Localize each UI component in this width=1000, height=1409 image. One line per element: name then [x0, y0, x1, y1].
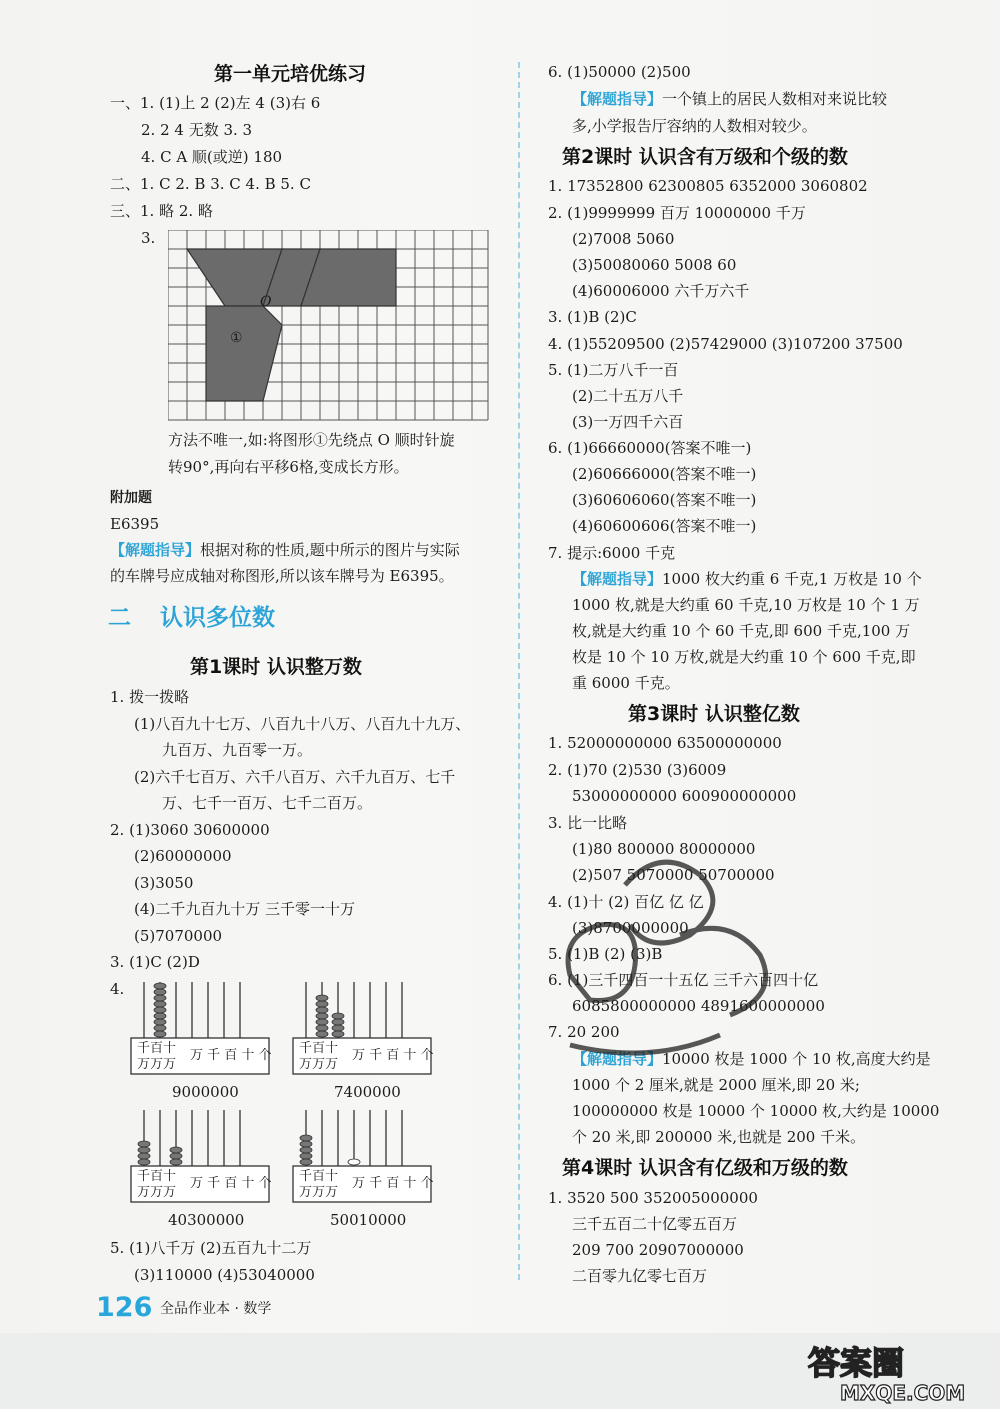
answer-line: 3. (1)B (2)C	[548, 308, 637, 326]
tip-text: 个 20 米,即 200000 米,也就是 200 千米。	[572, 1128, 866, 1146]
answer-line: (4)二千九百九十万 三千零一十万	[134, 900, 356, 918]
abacus-place-top: 千百十	[299, 1169, 339, 1184]
tip-text: 1000 枚大约重 6 千克,1 万枚是 10 个	[662, 570, 922, 588]
answer-line: 1. 拨一拨略	[110, 688, 190, 706]
answer-line: (4)60006000 六千万六千	[572, 282, 750, 300]
answer-line: (2)7008 5060	[572, 230, 675, 248]
extra-answer: E6395	[110, 515, 160, 533]
rotation-grid-figure	[168, 230, 490, 422]
page-number: 126	[96, 1292, 153, 1323]
answer-line: (3)3050	[134, 874, 194, 892]
abacus-place-bottom: 万万万	[137, 1057, 177, 1072]
tip-tag: 【解题指导】	[572, 90, 663, 108]
method-line: 方法不唯一,如:将图形①先绕点 O 顺时针旋	[168, 431, 455, 449]
answer-line: (2)60666000(答案不唯一)	[572, 465, 757, 483]
abacus-place-bottom: 万万万	[137, 1185, 177, 1200]
abacus-place-top: 千百十	[137, 1041, 177, 1056]
answer-line: (2)六千七百万、六千八百万、六千九百万、七千	[134, 768, 456, 786]
answer-line: (1)八百九十七万、八百九十八万、八百九十九万、	[134, 715, 471, 733]
answer-line: 三、1. 略 2. 略	[110, 202, 213, 220]
answer-line: 3.	[141, 229, 156, 247]
tip-text: 的车牌号应成轴对称图形,所以该车牌号为 E6395。	[110, 567, 454, 585]
section-2-title: 认识多位数	[160, 605, 275, 631]
stamp-watermark-graphic	[530, 815, 870, 1080]
answer-line: (2)507 5070000 50700000	[572, 866, 775, 884]
answer-line: 6085800000000 4891600000000	[572, 997, 825, 1015]
answer-line: 九百万、九百零一万。	[162, 741, 313, 759]
answer-line: 三千五百二十亿零五百万	[572, 1215, 738, 1233]
lesson-1-title: 第1课时 认识整万数	[190, 656, 362, 678]
answer-line: (3)110000 (4)53040000	[134, 1266, 315, 1284]
abacus-place-top: 千百十	[299, 1041, 339, 1056]
answer-line: 6. (1)66660000(答案不唯一)	[548, 439, 752, 457]
answer-line: 1. 17352800 62300805 6352000 3060802	[548, 177, 868, 195]
lesson-3-title: 第3课时 认识整亿数	[628, 703, 800, 725]
tip-text: 根据对称的性质,题中所示的图片与实际	[200, 541, 460, 559]
tip-tag: 【解题指导】	[110, 541, 201, 559]
tip-text: 多,小学报告厅容纳的人数相对较少。	[572, 117, 817, 135]
answer-line: (2)二十五万八千	[572, 387, 684, 405]
abacus-place-right: 万 千 百 十 个	[190, 1176, 272, 1191]
tip-text: 枚,就是大约重 10 个 60 千克,即 600 千克,100 万	[572, 622, 911, 640]
answer-line: 4.	[110, 980, 125, 998]
answer-line: 1. 52000000000 63500000000	[548, 734, 782, 752]
answer-line: 5. (1)B (2) (3)B	[548, 945, 663, 963]
answer-line: 7. 20 200	[548, 1023, 620, 1041]
abacus-place-bottom: 万万万	[299, 1057, 339, 1072]
tip-text: 枚是 10 个 10 万枚,就是大约重 10 个 600 千克,即	[572, 648, 916, 666]
extra-title: 附加题	[110, 490, 152, 506]
answer-line: (5)7070000	[134, 927, 223, 945]
answer-line: 3. (1)C (2)D	[110, 953, 200, 971]
answer-line: 5. (1)八千万 (2)五百九十二万	[110, 1239, 312, 1257]
tip-tag: 【解题指导】	[572, 570, 663, 588]
answer-line: 209 700 20907000000	[572, 1241, 744, 1259]
abacus-value: 9000000	[172, 1083, 239, 1101]
tip-text: 100000000 枚是 10000 个 10000 枚,大约是 10000	[572, 1102, 940, 1120]
point-o-label: O	[260, 294, 272, 310]
method-line: 转90°,再向右平移6格,变成长方形。	[168, 458, 409, 476]
answer-line: (3)一万四千六百	[572, 413, 684, 431]
tip-text: 重 6000 千克。	[572, 674, 680, 692]
answer-line: 4. C A 顺(或逆) 180	[141, 148, 283, 166]
tip-tag: 【解题指导】	[572, 1050, 663, 1068]
answer-line: 二、1. C 2. B 3. C 4. B 5. C	[110, 175, 311, 193]
answer-line: 4. (1)55209500 (2)57429000 (3)107200 37500	[548, 335, 903, 353]
abacus-place-top: 千百十	[137, 1169, 177, 1184]
shape-figure-1	[206, 306, 282, 401]
answer-line: (3)60606060(答案不唯一)	[572, 491, 757, 509]
answer-line: 一、1. (1)上 2 (2)左 4 (3)右 6	[110, 94, 321, 112]
svg-text:答案圈: 答案圈	[808, 1344, 905, 1382]
answer-line: (3)50080060 5008 60	[572, 256, 737, 274]
answer-line: 6. (1)50000 (2)500	[548, 63, 691, 81]
abacus-value: 50010000	[330, 1211, 407, 1229]
answer-line: 2. (1)3060 30600000	[110, 821, 270, 839]
abacus-place-right: 万 千 百 十 个	[190, 1048, 272, 1063]
answer-line: 2. 2 4 无数 3. 3	[141, 121, 253, 139]
answer-line: (2)60000000	[134, 847, 232, 865]
abacus-value: 7400000	[334, 1083, 401, 1101]
tip-text: 1000 枚,就是大约重 60 千克,10 万枚是 10 个 1 万	[572, 596, 920, 614]
answer-line: 5. (1)二万八千一百	[548, 361, 679, 379]
svg-text:MXQE.COM: MXQE.COM	[840, 1381, 966, 1404]
column-divider	[518, 62, 520, 1280]
lesson-4-title: 第4课时 认识含有亿级和万级的数	[562, 1157, 848, 1179]
answer-line: (3)8700000000	[572, 919, 689, 937]
answer-line: 4. (1)十 (2) 百亿 亿 亿	[548, 893, 704, 911]
answer-line: 53000000000 600900000000	[572, 787, 797, 805]
lesson-2-title: 第2课时 认识含有万级和个级的数	[562, 146, 848, 168]
answer-line: 3. 比一比略	[548, 814, 628, 832]
answer-line: (4)60600606(答案不唯一)	[572, 517, 757, 535]
tip-text: 一个镇上的居民人数相对来说比较	[662, 90, 888, 108]
answer-line: 2. (1)9999999 百万 10000000 千万	[548, 204, 806, 222]
answer-line: 7. 提示:6000 千克	[548, 544, 676, 562]
section-2-number: 二	[108, 605, 131, 631]
abacus-place-right: 万 千 百 十 个	[352, 1176, 434, 1191]
footer-text: 全品作业本 · 数学	[160, 1301, 272, 1317]
answer-line: 二百零九亿零七百万	[572, 1267, 708, 1285]
tip-text: 1000 个 2 厘米,就是 2000 厘米,即 20 米;	[572, 1076, 860, 1094]
tip-text: 10000 枚是 1000 个 10 枚,高度大约是	[662, 1050, 931, 1068]
figure-1-label: ①	[230, 330, 243, 346]
abacus-place-bottom: 万万万	[299, 1185, 339, 1200]
site-watermark-logo	[800, 1338, 990, 1404]
answer-line: 2. (1)70 (2)530 (3)6009	[548, 761, 727, 779]
answer-line: 1. 3520 500 352005000000	[548, 1189, 758, 1207]
abacus-place-right: 万 千 百 十 个	[352, 1048, 434, 1063]
unit1-title: 第一单元培优练习	[214, 63, 367, 85]
answer-line: (1)80 800000 80000000	[572, 840, 756, 858]
answer-line: 万、七千一百万、七千二百万。	[162, 794, 373, 812]
answer-line: 6. (1)三千四百一十五亿 三千六百四十亿	[548, 971, 819, 989]
abacus-value: 40300000	[168, 1211, 245, 1229]
